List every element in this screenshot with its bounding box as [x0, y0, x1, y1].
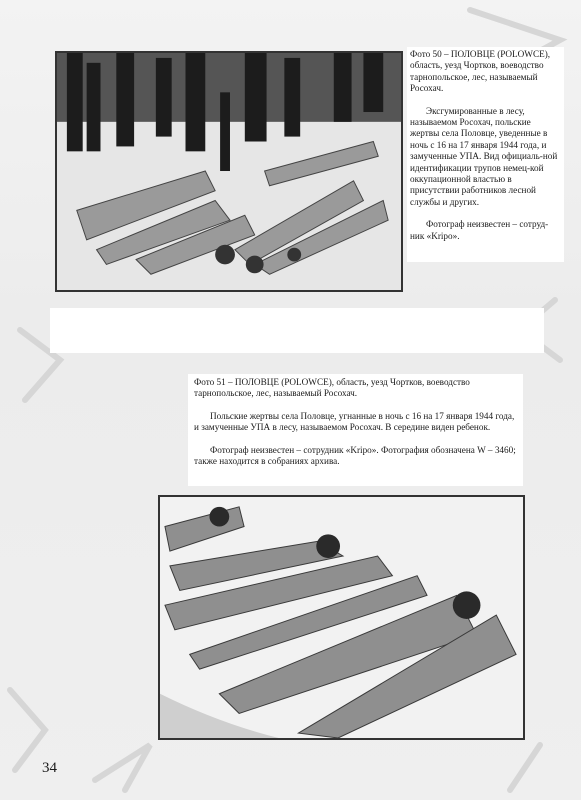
photo-51-victims	[158, 495, 525, 740]
photo-50-exhumation	[55, 51, 403, 292]
blank-band	[50, 308, 544, 353]
caption-50-title: Фото 50 – ПОЛОВЦЕ (POLOWCE), область, уезд Чортков, воеводство тарнопольское, лес, называемый Росохач.	[410, 49, 551, 94]
caption-51-body: Польские жертвы села Половце, угнанные в ночь с 16 на 17 января 1944 года, и замученные УПА в лесу, называемом Росохач. В середине виден ребенок.	[194, 410, 515, 433]
caption-51-credit: Фотограф неизвестен – сотрудник «Kripo». Фотография обозначена W – 3460; также находится в собраниях архива.	[194, 444, 516, 467]
caption-photo-50	[407, 47, 564, 262]
page-number: 34	[42, 760, 57, 776]
caption-51-title: Фото 51 – ПОЛОВЦЕ (POLOWCE), область, уезд Чортков, воеводство тарнопольское, лес, называемый Росохач.	[194, 377, 470, 399]
caption-photo-51	[188, 374, 523, 486]
caption-50-body: Эксгумированные в лесу, называемом Росохач, польские жертвы села Половце, уведенные в ночь с 16 на 17 января 1944 года, и замученные УПА. Вид официаль-ной идентификации трупов немец-кой оккупационной властью в присутствии работников лесной службы и других.	[410, 105, 558, 207]
caption-50-credit: Фотограф неизвестен – сотруд-ник «Kripo».	[410, 219, 549, 241]
